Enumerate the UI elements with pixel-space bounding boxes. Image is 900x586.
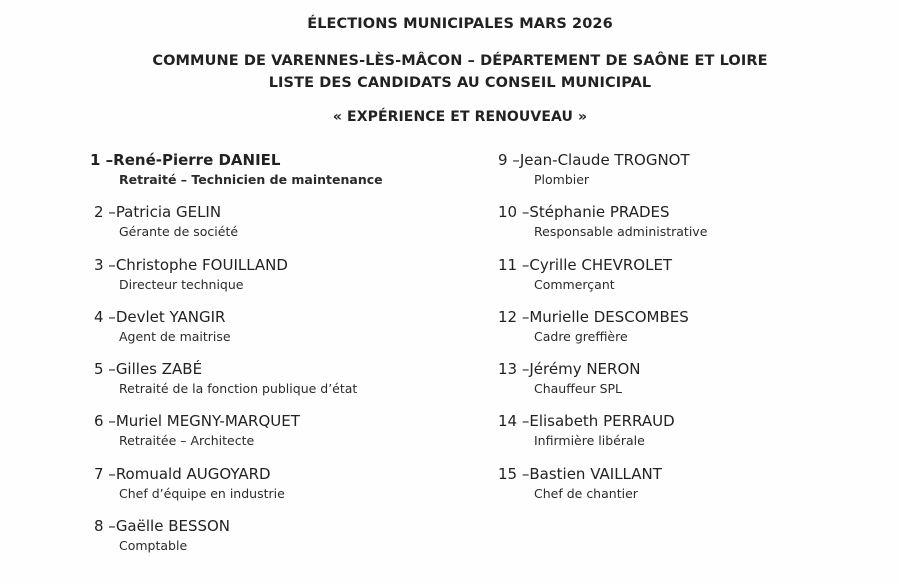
candidate-occupation: Retraité de la fonction publique d’état: [119, 381, 358, 397]
candidate-name-line: [90, 150, 470, 170]
candidate-name: René-Pierre DANIEL: [113, 151, 281, 169]
candidate-name: Christophe FOUILLAND: [115, 255, 288, 274]
candidate-name-line: [90, 464, 470, 484]
candidate-name: Romuald AUGOYARD: [115, 464, 271, 483]
candidate-number: 12 –: [498, 307, 530, 326]
candidate-name: Devlet YANGIR: [115, 307, 226, 326]
candidate-name: Elisabeth PERRAUD: [529, 412, 675, 431]
candidate-occupation: Retraitée – Architecte: [119, 433, 255, 449]
candidate-number: 14 –: [498, 412, 530, 431]
candidate-number: 11 –: [498, 255, 530, 274]
candidate-entry: [90, 150, 470, 202]
candidate-name-line: [498, 411, 878, 431]
candidate-entry: [498, 464, 878, 516]
candidate-name-line: [498, 202, 878, 222]
candidate-entry: [498, 150, 878, 202]
candidate-name-line: [498, 359, 878, 379]
candidate-number: 10 –: [498, 203, 530, 222]
candidate-name: Stéphanie PRADES: [529, 203, 670, 222]
candidate-name-line: [90, 307, 470, 327]
candidate-number: 6 –: [94, 412, 116, 431]
candidate-number: 2 –: [94, 203, 116, 222]
list-slogan: « EXPÉRIENCE ET RENOUVEAU »: [332, 109, 588, 125]
candidate-name: Jean-Claude TROGNOT: [519, 151, 690, 169]
candidate-name-line: [498, 464, 878, 484]
candidate-number: 9 –: [498, 151, 520, 169]
candidate-number: 3 –: [94, 255, 116, 274]
candidate-occupation: Retraité – Technicien de maintenance: [119, 172, 383, 187]
candidate-entry: [90, 464, 470, 516]
candidate-number: 5 –: [94, 360, 116, 379]
candidate-number: 15 –: [498, 464, 530, 483]
candidate-name-line: [90, 359, 470, 379]
commune-heading: COMMUNE DE VARENNES-LÈS-MÂCON – DÉPARTEMENT DE SAÔNE ET LOIRE: [152, 53, 768, 69]
candidate-occupation: Directeur technique: [119, 276, 244, 292]
candidate-occupation: Plombier: [534, 172, 590, 187]
candidate-number: 13 –: [498, 360, 530, 379]
candidate-entry: [498, 307, 878, 359]
candidate-number: 8 –: [94, 517, 116, 536]
candidates-left-column: [90, 150, 470, 568]
candidate-entry: [90, 255, 470, 307]
candidate-entry: [498, 359, 878, 411]
candidate-name: Gilles ZABÉ: [115, 360, 203, 379]
candidate-name-line: [90, 202, 470, 222]
candidate-name: Muriel MEGNY-MARQUET: [115, 412, 300, 431]
candidate-name-line: [498, 255, 878, 275]
candidate-entry: [90, 202, 470, 254]
list-heading: LISTE DES CANDIDATS AU CONSEIL MUNICIPAL: [268, 75, 652, 91]
candidate-number: 7 –: [94, 464, 116, 483]
candidate-occupation: Responsable administrative: [534, 224, 708, 240]
candidate-name: Cyrille CHEVROLET: [529, 255, 673, 274]
candidate-name-line: [90, 516, 470, 536]
candidate-entry: [90, 411, 470, 463]
candidate-occupation: Gérante de société: [119, 224, 239, 240]
candidate-entry: [90, 307, 470, 359]
candidate-entry: [90, 359, 470, 411]
candidate-occupation: Agent de maitrise: [119, 328, 231, 344]
candidate-occupation: Cadre greffière: [534, 328, 628, 344]
candidate-name: Murielle DESCOMBES: [529, 307, 689, 326]
candidate-name-line: [90, 255, 470, 275]
candidate-entry: [90, 516, 470, 568]
candidates-right-column: [498, 150, 878, 516]
candidate-entry: [498, 411, 878, 463]
election-title: ÉLECTIONS MUNICIPALES MARS 2026: [307, 16, 613, 32]
candidate-occupation: Infirmière libérale: [534, 433, 645, 449]
candidate-occupation: Chef de chantier: [534, 485, 638, 501]
candidate-number: 4 –: [94, 307, 116, 326]
candidate-entry: [498, 202, 878, 254]
candidate-occupation: Chauffeur SPL: [534, 381, 623, 397]
candidate-name: Patricia GELIN: [115, 203, 222, 222]
candidate-occupation: Chef d’équipe en industrie: [119, 485, 285, 501]
candidate-name-line: [498, 150, 878, 170]
candidate-name-line: [90, 411, 470, 431]
candidate-name-line: [498, 307, 878, 327]
candidate-entry: [498, 255, 878, 307]
candidate-occupation: Commerçant: [534, 276, 615, 292]
candidate-occupation: Comptable: [119, 538, 188, 554]
candidate-name: Gaëlle BESSON: [115, 517, 231, 536]
candidate-number: 1 –: [90, 151, 114, 169]
candidate-name: Jérémy NERON: [529, 360, 641, 379]
candidate-name: Bastien VAILLANT: [529, 464, 662, 483]
